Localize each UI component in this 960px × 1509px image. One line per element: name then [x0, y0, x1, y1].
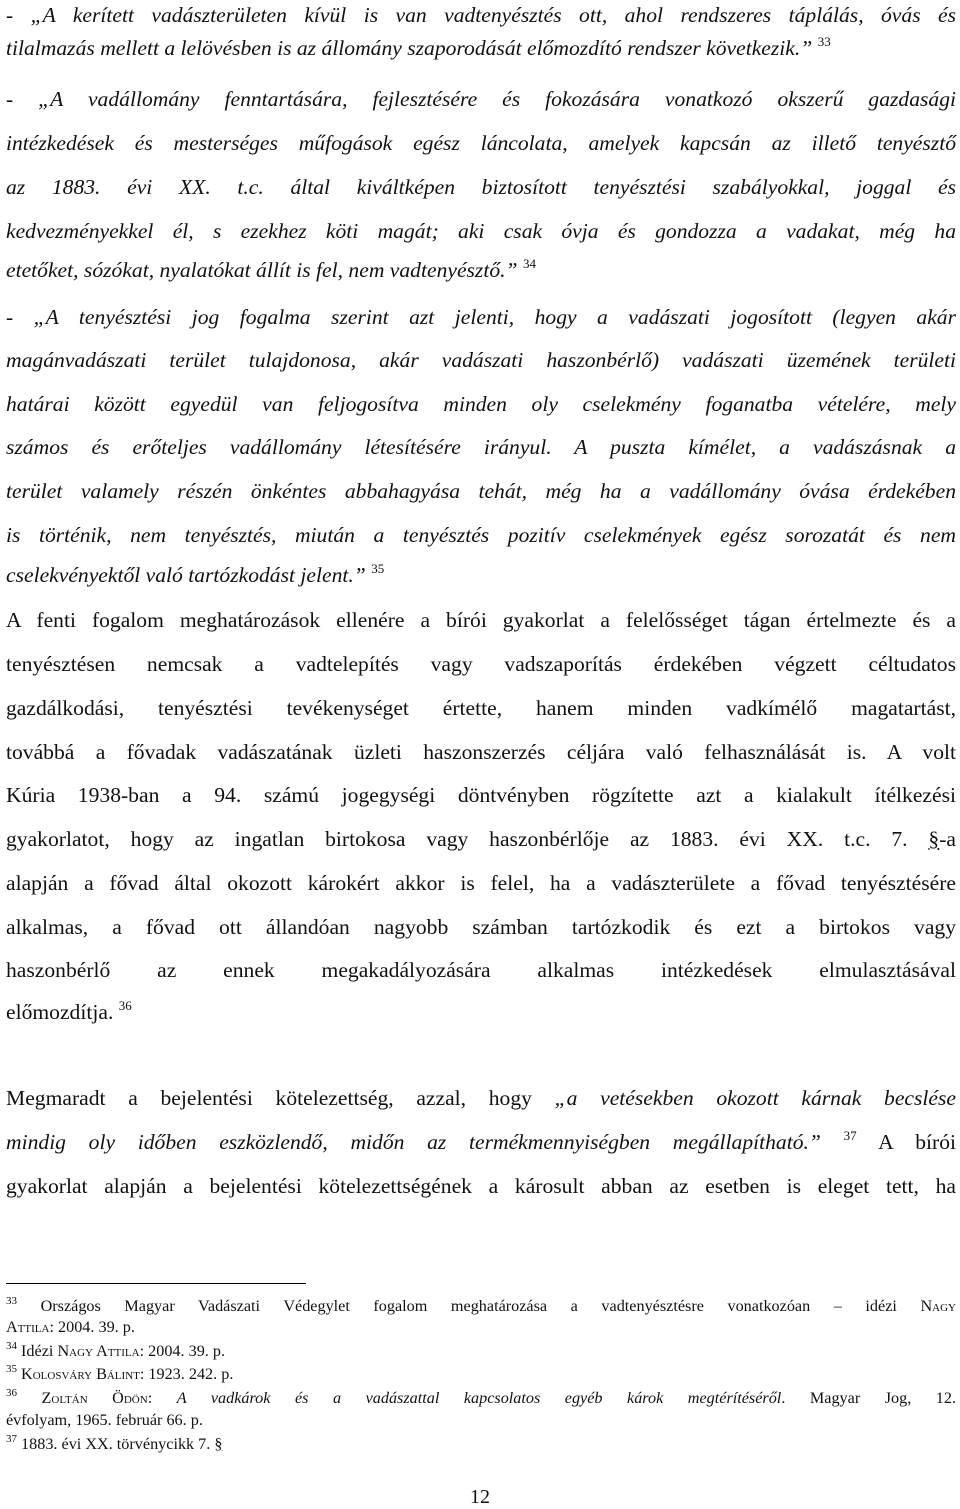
- section-sign-link[interactable]: §: [928, 827, 940, 851]
- quote-line-13: is történik, nem tenyésztés, miután a tenyésztés pozitív cselekmények egész sorozatát és nem: [6, 523, 956, 547]
- footnote-ref-33[interactable]: 33: [817, 34, 831, 49]
- footnote-36-cont: évfolyam, 1965. február 66. p.: [6, 1411, 203, 1429]
- paragraph-line-20: gyakorlatot, hogy az ingatlan birtokosa vagy haszonbérlője az 1883. évi XX. t.c. 7. §-a: [6, 827, 956, 851]
- footnote-ref-37[interactable]: 37: [843, 1128, 857, 1143]
- footnote-33: $^{33}$ Országos Magyar Vadászati Védegylet fogalom meghatározása a vadtenyésztésre vonatkozóan – idézi Nagy: [6, 1295, 956, 1315]
- quote-line-3: - „A vadállomány fenntartására, fejlesztésére és fokozására vonatkozó okszerű gazdasági: [6, 87, 956, 111]
- paragraph-line-22: alkalmas, a fővad ott állandóan nagyobb számban tartózkodik és ezt a birtokos vagy: [6, 915, 956, 939]
- quote-line-2: tilalmazás mellett a lelövésben is az állomány szaporodását előmozdító rendszer következik.” $^{33}$: [6, 34, 831, 60]
- paragraph-line-16: tenyésztésen nemcsak a vadtelepítés vagy vadszaporítás érdekében végzett céltudatos: [6, 652, 956, 676]
- quote-line-10: határai között egyedül van feljogosítva minden oly cselekmény foganatba vételére, mely: [6, 392, 956, 416]
- paragraph-line-18: továbbá a fővadak vadászatának üzleti haszonszerzés céljára való felhasználását is. A volt: [6, 740, 956, 764]
- paragraph-line-25: Megmaradt a bejelentési kötelezettség, azzal, hogy „a vetésekben okozott kárnak becslése: [6, 1086, 956, 1110]
- quote-line-7: etetőket, sózókat, nyalatókat állít is fel, nem vadtenyésztő.” $^{34}$: [6, 256, 536, 282]
- footnote-ref-36[interactable]: 36: [118, 998, 132, 1013]
- quote-line-9: magánvadászati terület tulajdonosa, akár vadászati haszonbérlő) vadászati üzemének területi: [6, 348, 956, 372]
- footnote-ref-34[interactable]: 34: [522, 256, 536, 271]
- paragraph-line-24: előmozdítja. $^{36}$: [6, 998, 132, 1024]
- quote-line-4: intézkedések és mesterséges műfogások egész láncolata, amelyek kapcsán az illető tenyésztő: [6, 131, 956, 155]
- paragraph-line-21: alapján a fővad által okozott károkért akkor is felel, ha a vadászterülete a fővad tenyésztésére: [6, 871, 956, 895]
- section-sign-link[interactable]: §: [214, 1435, 223, 1453]
- quote-line-5: az 1883. évi XX. t.c. által kiváltképen biztosított tenyésztési szabályokkal, joggal és: [6, 175, 956, 199]
- footnote-separator: [6, 1283, 306, 1284]
- footnote-36: $^{36}$ Zoltán Ödön: A vadkárok és a vadászattal kapcsolatos egyéb károk megtérítéséről. Magyar Jog, 12.: [6, 1387, 957, 1407]
- footnote-34: $^{34}$ Idézi Nagy Attila: 2004. 39. p.: [6, 1340, 226, 1360]
- paragraph-line-26: mindig oly időben eszközlendő, midőn az termékmennyiségben megállapítható.” $^{37}$ A bírói: [6, 1128, 957, 1154]
- quote-line-8: - „A tenyésztési jog fogalma szerint azt jelenti, hogy a vadászati jogosított (legyen akár: [6, 305, 956, 329]
- paragraph-line-19: Kúria 1938-ban a 94. számú jogegységi döntvényben rögzítette azt a kialakult ítélkezési: [6, 783, 956, 807]
- footnote-35: $^{35}$ Kolosváry Bálint: 1923. 242. p.: [6, 1363, 234, 1383]
- footnote-33-cont: Attila: 2004. 39. p.: [6, 1318, 135, 1336]
- footnote-37: $^{37}$ 1883. évi XX. törvénycikk 7. §: [6, 1433, 223, 1453]
- quote-line-12: terület valamely részén önkéntes abbahagyása tehát, még ha a vadállomány óvása érdekében: [6, 479, 956, 503]
- quote-line-11: számos és erőteljes vadállomány létesítésére irányul. A puszta kímélet, a vadászásnak a: [6, 435, 956, 459]
- footnote-ref-35[interactable]: 35: [371, 561, 385, 576]
- paragraph-line-23: haszonbérlő az ennek megakadályozására alkalmas intézkedések elmulasztásával: [6, 958, 956, 982]
- quote-line-14: cselekvényektől való tartózkodást jelent.” $^{35}$: [6, 561, 385, 587]
- paragraph-line-17: gazdálkodási, tenyésztési tevékenységet értette, hanem minden vadkímélő magatartást,: [6, 696, 956, 720]
- paragraph-line-15: A fenti fogalom meghatározások ellenére a bírói gyakorlat a felelősséget tágan értelmezte és a: [6, 608, 956, 632]
- quote-line-6: kedvezményekkel él, s ezekhez köti magát; aki csak óvja és gondozza a vadakat, még ha: [6, 219, 956, 243]
- paragraph-line-27: gyakorlat alapján a bejelentési kötelezettségének a károsult abban az esetben is eleget tett, ha: [6, 1174, 956, 1198]
- quote-line-1: - „A kerített vadászterületen kívül is van vadtenyésztés ott, ahol rendszeres táplálás, óvás és: [6, 3, 956, 27]
- page-number: 12: [470, 1486, 490, 1508]
